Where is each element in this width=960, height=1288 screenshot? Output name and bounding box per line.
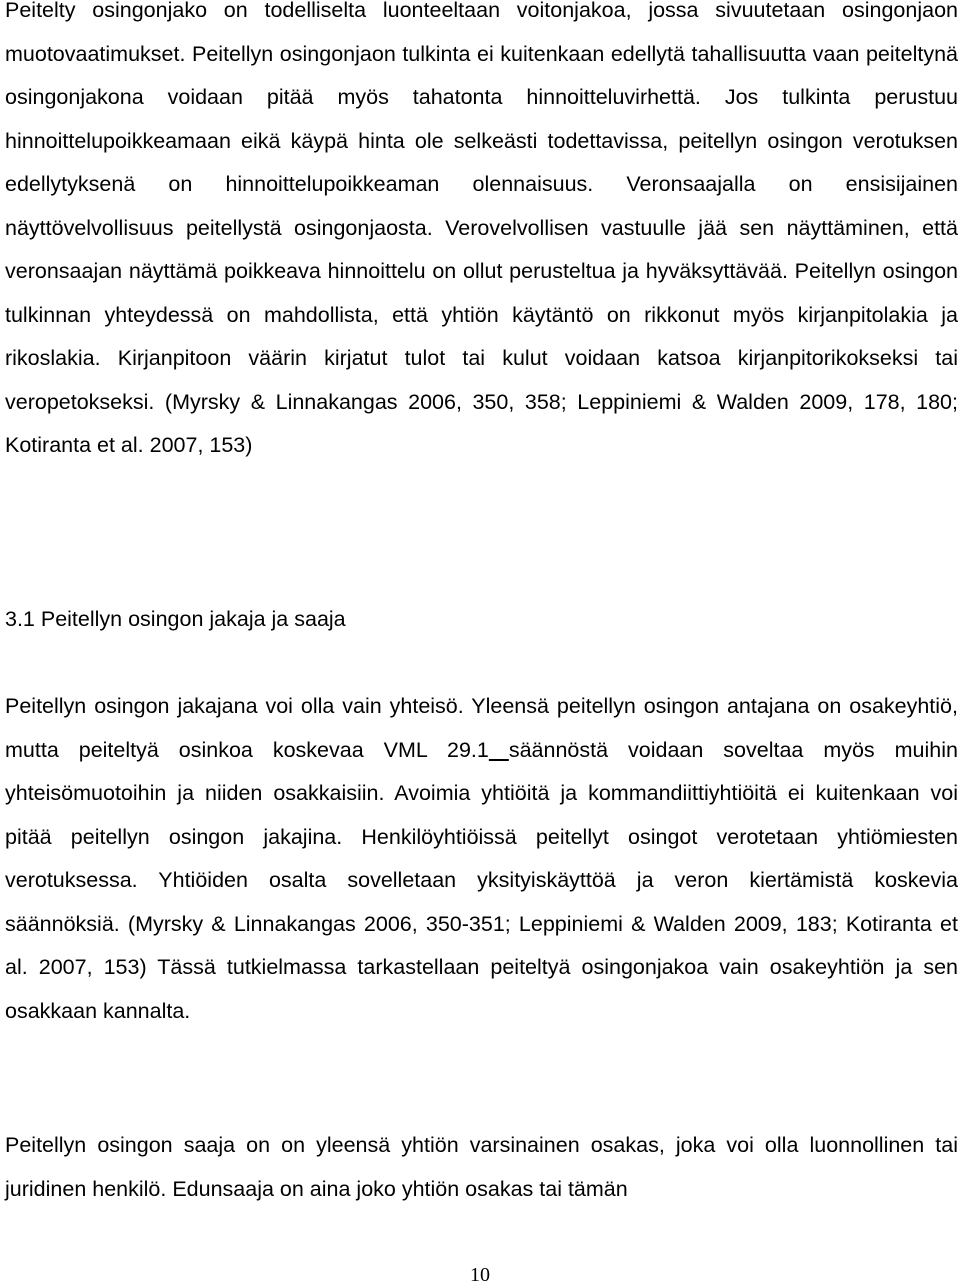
paragraph-distributor-part-2: säännöstä voidaan soveltaa myös muihin yhteisömuotoihin ja niiden osakkaisiin. Avoimia yhtiöitä ja kommandiittiyhtiöitä ei kuitenkaan voi pitää peitellyn osingon jakajina. Henkilöyhtiöissä peitellyt osingot verotetaan yhtiömiesten verotuksessa. Yhtiöiden osalta sovelletaan yksityiskäyttöä ja veron kiertämistä koskevia säännöksiä. (Myrsky & Linnakangas 2006, 350-351; Leppiniemi & Walden 2009, 183; Kotiranta et al. 2007, 153) Tässä tutkielmassa tarkastellaan peiteltyä osingonjakoa vain osakeyhtiön ja sen osakkaan kannalta. bbox=[5, 737, 958, 1023]
section-heading: 3.1 Peitellyn osingon jakaja ja saaja bbox=[5, 607, 346, 631]
underlined-space bbox=[489, 738, 509, 762]
page-number: 10 bbox=[470, 1264, 490, 1286]
paragraph-recipient: Peitellyn osingon saaja on on yleensä yhtiön varsinainen osakas, joka voi olla luonnollinen tai juridinen henkilö. Edunsaaja on aina joko yhtiön osakas tai tämän bbox=[5, 1133, 958, 1201]
paragraph-distributor bbox=[5, 685, 958, 1033]
paragraph-distributor-part-1: Peitellyn osingon jakajana voi olla vain yhteisö. Yleensä peitellyn osingon antajana on osakeyhtiö, mutta peiteltyä osinkoa koskevaa VML 29.1 bbox=[5, 694, 958, 762]
paragraph-hidden-dividend-definition: Peitelty osingonjako on todelliselta luonteeltaan voitonjakoa, jossa sivuutetaan osingonjaon muotovaatimukset. Peitellyn osingonjaon tulkinta ei kuitenkaan edellytä tahallisuutta vaan peiteltynä osingonjakona voidaan pitää myös tahatonta hinnoitteluvirhettä. Jos tulkinta perustuu hinnoittelupoikkeamaan eikä käypä hinta ole selkeästi todettavissa, peitellyn osingon verotuksen edellytyksenä on hinnoittelupoikkeaman olennaisuus. Veronsaajalla on ensisijainen näyttövelvollisuus peitellystä osingonjaosta. Verovelvollisen vastuulle jää sen näyttäminen, että veronsaajan näyttämä poikkeava hinnoittelu on ollut perusteltua ja hyväksyttävää. Peitellyn osingon tulkinnan yhteydessä on mahdollista, että yhtiön käytäntö on rikkonut myös kirjanpitolakia ja rikoslakia. Kirjanpitoon väärin kirjatut tulot tai kulut voidaan katsoa kirjanpitorikokseksi tai veropetokseksi. (Myrsky & Linnakangas 2006, 350, 358; Leppiniemi & Walden 2009, 178, 180; Kotiranta et al. 2007, 153) bbox=[5, 0, 958, 457]
